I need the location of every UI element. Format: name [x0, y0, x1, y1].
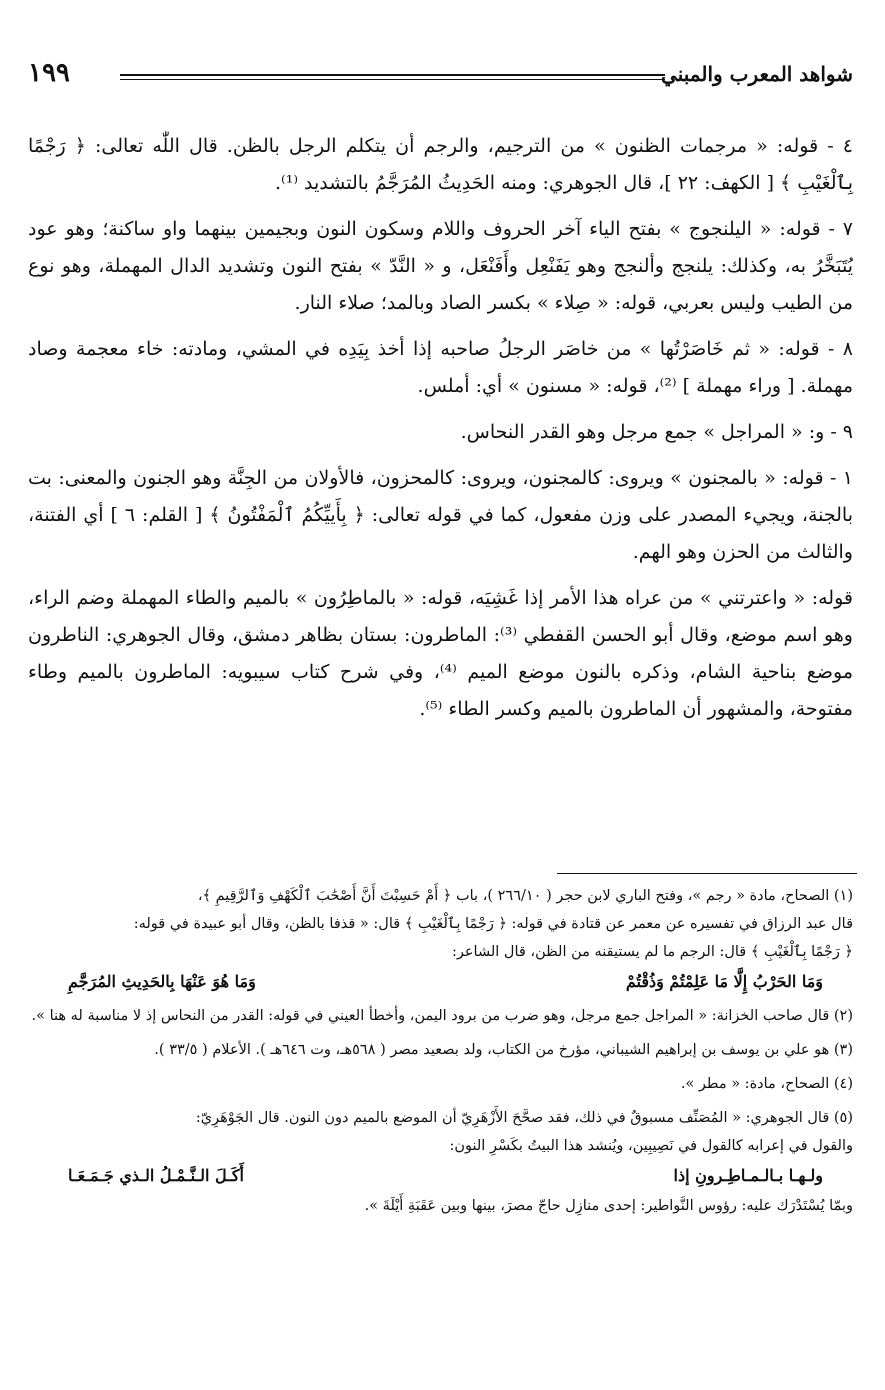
footnote-line: ﴿ رَجْمًا بِٱلْغَيْبِ ﴾ قال: الرجم ما لم يستيقنه من الظن، قال الشاعر: — [451, 944, 853, 960]
main-text — [28, 128, 853, 728]
page-header — [28, 60, 853, 100]
footnotes — [28, 882, 853, 1226]
footnote-2 — [28, 1002, 853, 1030]
paragraph-8: ٨ - قوله: « ثم خَاصَرْتُها » من خاصَر الرجلُ صاحبه إذا أخذ بِيَدِه في المشي، ومادته: خاء معجمة وصاد مهملة. [ وراء مهملة ] ⁽²⁾، قوله: « مسنون » أي: أملس. — [28, 338, 853, 397]
verse-first-hemistich: ولـهـا بـالـمـاطِـرونِ إذا — [673, 1166, 823, 1185]
verse — [28, 1162, 853, 1190]
paragraph-continuation: قوله: « واعترتني » من عراه هذا الأمر إذا غَشِيَه، قوله: « بالماطِرُون » بالميم والطاء المهملة وضم الراء، وهو اسم موضع، وقال أبو الحسن القفطي ⁽³⁾: الماطرون: بستان بظاهر دمشق، وقال الجوهري: الناطرون موضع بناحية الشام، وذكره بالنون موضع الميم ⁽⁴⁾، وفي شرح كتاب سيبويه: الماطرون بالميم وطاء مفتوحة، والمشهور أن الماطرون بالميم وكسر الطاء ⁽⁵⁾. — [28, 587, 853, 720]
paragraph-7: ٧ - قوله: « اليلنجوج » بفتح الياء آخر الحروف واللام وسكون النون وبجيمين بينهما واو ساكنة؛ وهو عود يُتَبَخَّرُ به، وكذلك: يلنجج وألنجج وهو يَفَنْعِل وأَفَنْعَل، و « النَّدّ » بفتح النون وتشديد الدال المهملة، وهو نوع من الطيب وليس بعربي، قوله: « صِلاء » بكسر الصاد وبالمد؛ صلاء النار. — [28, 218, 853, 314]
footnote-text: (٢) قال صاحب الخزانة: « المراجل جمع مرجل، وهو ضرب من برود اليمن، وأخطأ العيني في قوله: القدر من النحاس إذ لا مناسبة له هنا ». — [31, 1008, 853, 1024]
footnote-line: والقول في إعرابه كالقول في نَصِيبِين، ويُنشد هذا البيتُ بكَسْرِ النون: — [449, 1138, 853, 1154]
paragraph-1: ١ - قوله: « بالمجنون » ويروى: كالمجنون، ويروى: كالمحزون، فالأولان من الجِنَّة وهو الجنون والمعنى: بت بالجنة، ويجيء المصدر على وزن مفعول، كما في قوله تعالى: ﴿ بِأَييِّكُمُ ٱلْمَفْتُونُ ﴾ [ القلم: ٦ ] أي الفتنة، والثالث من الحزن وهو الهم. — [28, 467, 853, 563]
paragraph-4: ٤ - قوله: « مرجمات الظنون » من الترجيم، والرجم أن يتكلم الرجل بالظن. قال اللّٰه تعالى: ﴿ رَجْمًا بِٱلْغَيْبِ ﴾ [ الكهف: ٢٢ ]، قال الجوهري: ومنه الحَدِيثُ المُرَجَّمُ بالتشديد ⁽¹⁾. — [28, 135, 853, 194]
page-number: ١٩٩ — [28, 58, 70, 88]
paragraph-9: ٩ - و: « المراجل » جمع مرجل وهو القدر النحاس. — [460, 421, 853, 443]
verse-second-hemistich: أَكَـلَ الـنَّـمْـلُ الـذي جَـمَـعَـا — [68, 1166, 244, 1185]
footnote-3 — [28, 1036, 853, 1064]
verse-first-hemistich: وَمَا الحَرْبُ إِلَّا مَا عَلِمْتُمْ وَذُقْتُمْ — [625, 972, 823, 991]
footnote-text: (٣) هو علي بن يوسف بن إبراهيم الشيباني، مؤرخ من الكتاب، ولد بصعيد مصر ( ٥٦٨هـ، وت ٦٤٦هـ ). الأعلام ( ٣٣/٥ ). — [154, 1042, 853, 1058]
footnote-line: (٥) قال الجوهري: « المُصَنِّف مسبوقٌ في ذلك، فقد صحَّحَ الأَزْهَرِيّ أن الموضع بالميم دون النون. قال الجَوْهَرِيّ: — [195, 1110, 853, 1126]
footnote-line: قال عبد الرزاق في تفسيره عن معمر عن قتادة في قوله: ﴿ رَجْمًا بِٱلْغَيْبِ ﴾ قال: « قذفا بالظن، وقال أبو عبيدة في قوله: — [133, 916, 853, 932]
running-title: شواهد المعرب والمبني — [661, 62, 853, 86]
footnote-line: (١) الصحاح، مادة « رجم »، وفتح الباري لابن حجر ( ٢٦٦/١٠ )، باب ﴿ أَمْ حَسِبْتَ أَنَّ أَصْحَٰبَ ٱلْكَهْفِ وَٱلرَّقِيمِ ﴾، — [197, 888, 853, 904]
header-rule — [120, 74, 665, 80]
footnote-line: وبمّا يُسْتَدْرَك عليه: رؤوس النَّواطير: إحدى منازِل حاجّ مصرَ، بينها وبين عَقَبَةِ أَيْلَةَ ». — [364, 1198, 853, 1214]
footnote-4 — [28, 1070, 853, 1098]
verse-second-hemistich: وَمَا هُوَ عَنْهَا بِالحَدِيثِ المُرَجَّمِ — [68, 972, 256, 991]
verse — [28, 968, 853, 996]
footnote-separator — [557, 873, 857, 874]
footnote-1 — [28, 882, 853, 996]
footnote-text: (٤) الصحاح، مادة: « مطر ». — [680, 1076, 853, 1092]
footnote-5 — [28, 1104, 853, 1220]
